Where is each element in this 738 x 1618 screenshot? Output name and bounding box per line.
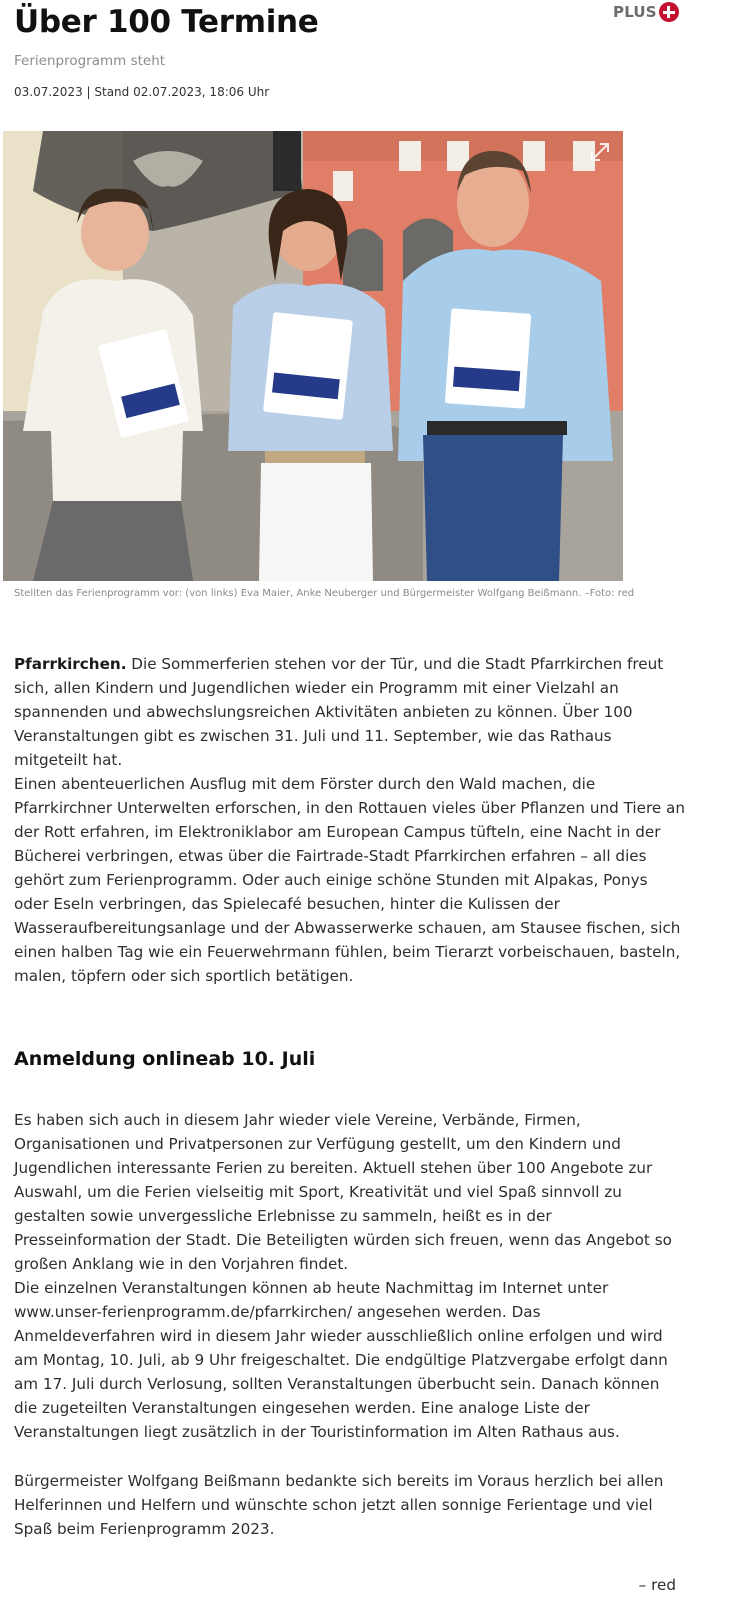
article-subtitle: Ferienprogramm steht xyxy=(14,53,166,69)
plus-badge-label: PLUS xyxy=(613,3,657,21)
paragraph-thanks: Bürgermeister Wolfgang Beißmann bedankte sich bereits im Voraus herzlich bei allen Helferinnen und Helfern und wünschte schon jetzt allen sonnige Ferientage und viel Spaß beim Ferienprogramm 2023. xyxy=(14,1472,664,1538)
paragraph-intro-text: Die Sommerferien stehen vor der Tür, und die Stadt Pfarrkirchen freut sich, allen Kindern und Jugendlichen wieder ein Programm mit einer Vielzahl an spannenden und abwechslungsreichen Aktivitäten anbieten zu können. Über 100 Veranstaltungen gibt es zwischen 31. Juli und 11. September, wie das Rathaus mitgeteilt hat. xyxy=(14,655,664,769)
paragraph-intro xyxy=(14,652,686,772)
article-title: Über 100 Termine xyxy=(14,4,319,40)
section-heading: Anmeldung onlineab 10. Juli xyxy=(14,1048,316,1070)
paragraph-offers: Es haben sich auch in diesem Jahr wieder viele Vereine, Verbände, Firmen, Organisationen und Privatpersonen zur Verfügung gestellt, um den Kindern und Jugendlichen interessante Ferien zu bereiten. Aktuell stehen über 100 Angebote zur Auswahl, um die Ferien vielseitig mit Sport, Kreativität und viel Spaß sinnvoll zu gestalten sowie unvergessliche Erlebnisse zu sammeln, heißt es in der Presseinformation der Stadt. Die Beteiligten würden sich freuen, wenn das Angebot so großen Anklang wie in den Vorjahren findet. xyxy=(14,1111,672,1273)
author-signature: – red xyxy=(638,1576,676,1594)
photo-illustration xyxy=(3,131,623,581)
article-photo[interactable] xyxy=(3,131,623,581)
paragraph-activities: Einen abenteuerlichen Ausflug mit dem Förster durch den Wald machen, die Pfarrkirchner Unterwelten erforschen, in den Rottauen vieles über Pflanzen und Tiere an der Rott erfahren, im Elektroniklabor am European Campus tüfteln, eine Nacht in der Bücherei verbringen, etwas über die Fairtrade-Stadt Pfarrkirchen erfahren – all dies gehört zum Ferienprogramm. Oder auch einige schöne Stunden mit Alpakas, Ponys oder Eseln verbringen, das Spielecafé besuchen, hinter die Kulissen der Wasseraufbereitungsanlage und der Abwasserwerke schauen, am Stausee fischen, sich einen halben Tag wie ein Feuerwehrmann fühlen, beim Tierarzt vorbeischauen, basteln, malen, töpfern oder sich sportlich betätigen. xyxy=(14,775,685,985)
article-dateline: 03.07.2023 | Stand 02.07.2023, 18:06 Uhr xyxy=(14,85,270,99)
plus-badge[interactable] xyxy=(613,2,679,22)
expand-arrows-icon[interactable] xyxy=(589,141,611,163)
paragraph-registration: Die einzelnen Veranstaltungen können ab heute Nachmittag im Internet unter www.unser-ferienprogramm.de/pfarrkirchen/ angesehen werden. Das Anmeldeverfahren wird in diesem Jahr wieder ausschließlich online erfolgen und wird am Montag, 10. Juli, ab 9 Uhr freigeschaltet. Die endgültige Platzvergabe erfolgt dann am 17. Juli durch Verlosung, sollten Veranstaltungen überbucht sein. Danach können die zugeteilten Veranstaltungen eingesehen werden. Eine analoge Liste der Veranstaltungen liegt zusätzlich in der Touristinformation im Alten Rathaus aus. xyxy=(14,1279,668,1441)
plus-circle-icon xyxy=(659,2,679,22)
dateline-place: Pfarrkirchen. xyxy=(14,655,127,673)
image-caption: Stellten das Ferienprogramm vor: (von links) Eva Maier, Anke Neuberger und Bürgermeister Wolfgang Beißmann. –Foto: red xyxy=(14,588,635,599)
